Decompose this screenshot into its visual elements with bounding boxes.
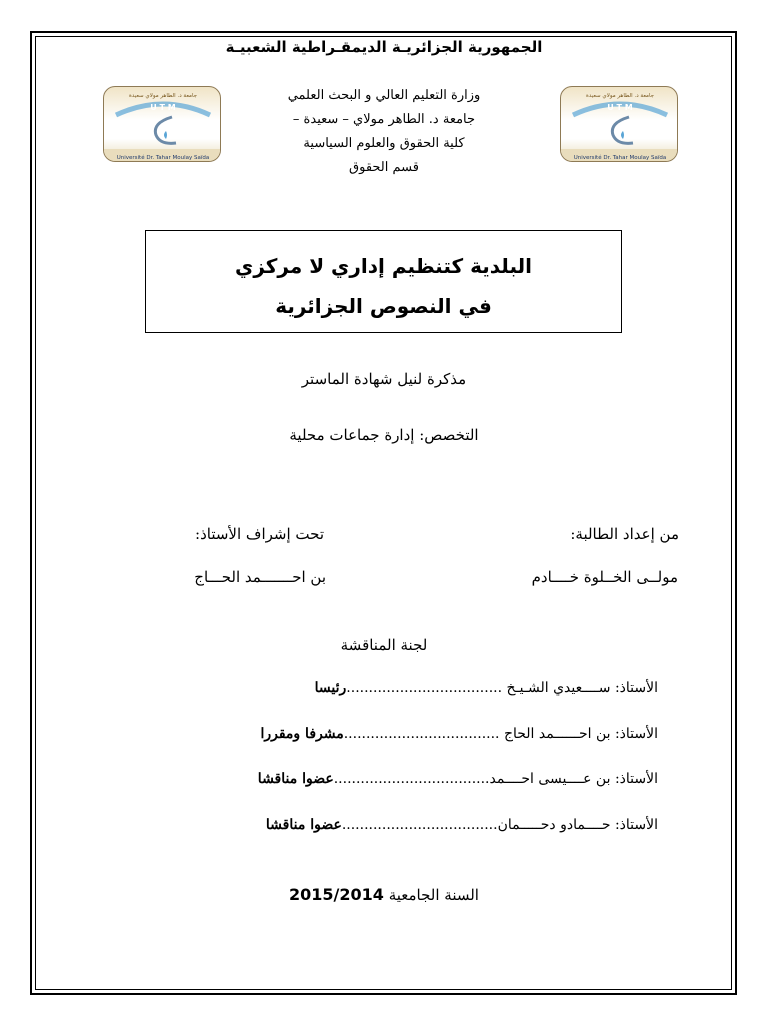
committee-member [315, 680, 658, 696]
university-line: جامعة د. الطاهر مولاي – سعيدة – [292, 112, 476, 127]
republic-heading: الجمهورية الجزائريـة الديمقـراطية الشعبيـة [225, 38, 543, 56]
supervisor-name: بن احـــــــمد الحـــاج [194, 568, 326, 586]
logo-top-text: جامعة د. الطاهر مولاي سعيدة [128, 93, 198, 99]
student-name: مولــى الخــلوة خــــادم [531, 568, 678, 586]
institution-block [234, 84, 534, 180]
member-dots: ................................... [343, 726, 500, 742]
member-prefix: الأستاذ: [614, 726, 658, 742]
thesis-title-line2: في النصوص الجزائرية [275, 294, 492, 318]
member-role: عضوا مناقشا [257, 771, 334, 787]
committee-member [260, 726, 658, 742]
member-dots: ................................... [346, 680, 503, 696]
committee-title: لجنة المناقشة [340, 636, 428, 654]
university-logo-left [103, 86, 221, 162]
thesis-title-line1: البلدية كتنظيم إداري لا مركزي [235, 254, 532, 278]
faculty-line: كلية الحقوق والعلوم السياسية [303, 136, 465, 151]
member-name: ســــعيدي الشـيـخ [506, 680, 611, 696]
degree-statement: مذكرة لنيل شهادة الماستر [301, 370, 467, 388]
member-prefix: الأستاذ: [614, 680, 658, 696]
member-prefix: الأستاذ: [614, 771, 658, 787]
member-dots: ................................... [333, 771, 490, 787]
prepared-by-label: من إعداد الطالبة: [570, 525, 679, 543]
department-line: قسم الحقوق [349, 160, 419, 175]
member-role: مشرفا ومقررا [260, 726, 344, 742]
committee-member [266, 817, 658, 833]
academic-year-label: السنة الجامعية [388, 886, 479, 904]
member-name: بن احــــــمد الحاج [503, 726, 611, 742]
committee-member [258, 771, 658, 787]
specialization: التخصص: إدارة جماعات محلية [289, 426, 479, 444]
academic-year-value: 2015/2014 [289, 885, 384, 904]
member-role: رئيسا [314, 680, 347, 696]
university-logo-right [560, 86, 678, 162]
supervisor-label: تحت إشراف الأستاذ: [195, 525, 324, 543]
logo-bottom-text: Université Dr. Tahar Moulay Saïda [573, 155, 667, 161]
academic-year [0, 885, 768, 904]
logo-letters: U T M [607, 103, 633, 112]
member-name: حــــمادو دحـــــمان [497, 817, 611, 833]
logo-bottom-text: Université Dr. Tahar Moulay Saïda [116, 155, 210, 161]
member-dots: ................................... [341, 817, 498, 833]
member-name: بن عــــيسى احــــمد [489, 771, 611, 787]
ministry-line: وزارة التعليم العالي و البحث العلمي [287, 88, 481, 103]
logo-top-text: جامعة د. الطاهر مولاي سعيدة [585, 93, 655, 99]
logo-letters: U T M [150, 103, 176, 112]
member-prefix: الأستاذ: [614, 817, 658, 833]
member-role: عضوا مناقشا [265, 817, 342, 833]
